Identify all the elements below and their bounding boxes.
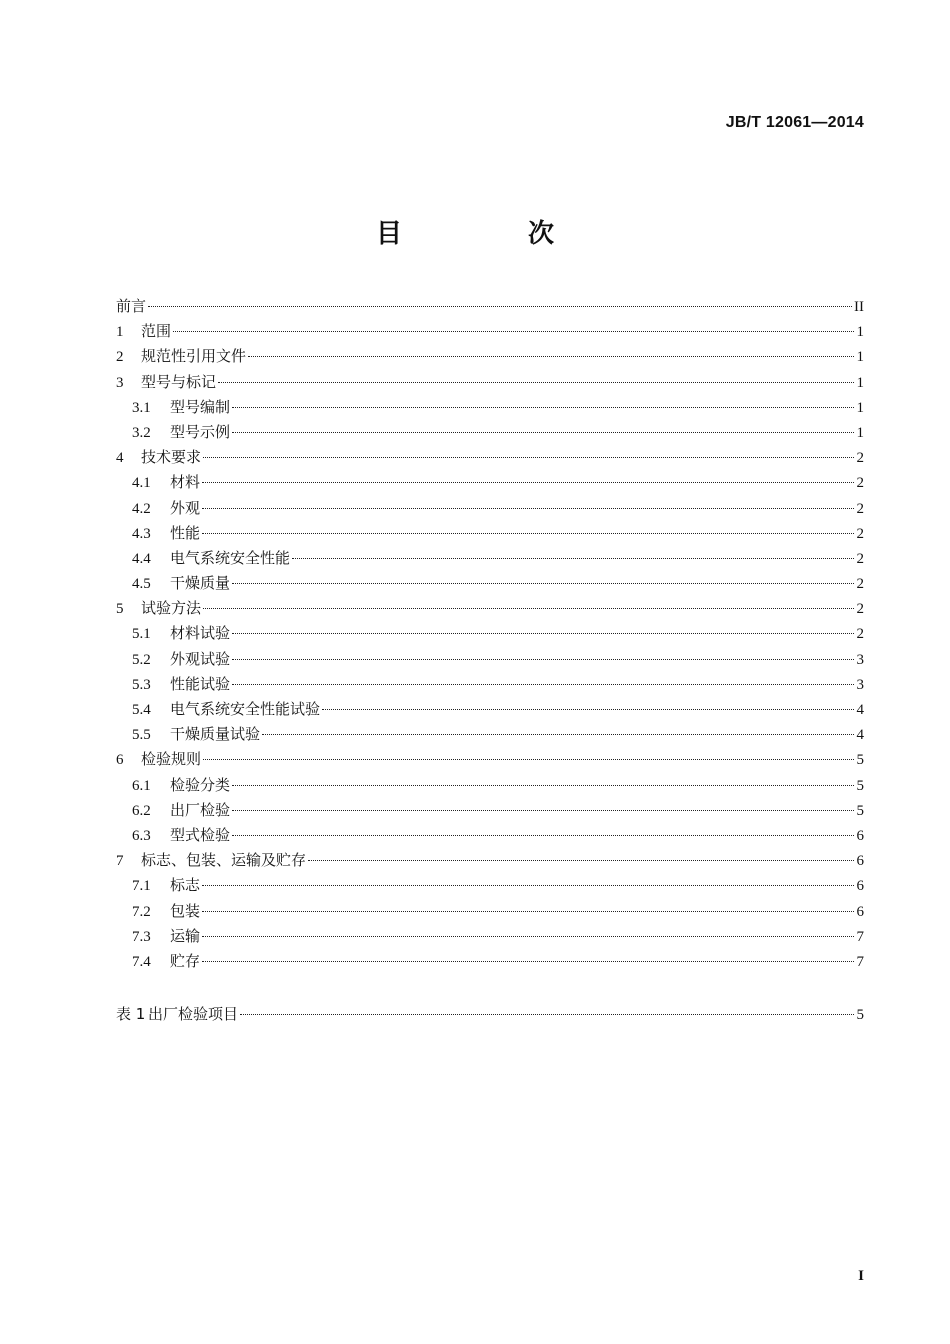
toc-entry-number: 5.5 <box>132 727 151 744</box>
toc-entry[interactable] <box>116 395 864 420</box>
toc-entry[interactable] <box>116 697 864 722</box>
dot-leader <box>202 936 854 937</box>
toc-title: 目 次 <box>375 219 604 249</box>
toc-entry-number: 3 <box>116 374 124 391</box>
toc-entry-number: 5 <box>116 601 124 618</box>
toc-entry-page: 5 <box>856 777 864 794</box>
toc-entry-title: 标志 <box>170 876 201 895</box>
toc-entry[interactable] <box>116 924 864 949</box>
toc-entry-title: 出厂检验项目 <box>148 1005 239 1024</box>
toc-entry-title: 前言 <box>116 297 147 315</box>
dot-leader <box>218 382 854 383</box>
dot-leader <box>173 331 854 332</box>
toc-entry-title: 标志、包装、运输及贮存 <box>141 851 307 870</box>
toc-entry[interactable] <box>116 773 864 798</box>
toc-entry-number: 1 <box>116 324 124 341</box>
toc-entry-number: 7.2 <box>132 903 151 920</box>
dot-leader <box>203 608 854 609</box>
toc-entry-title: 出厂检验 <box>170 800 231 819</box>
toc-entry-title: 试验方法 <box>141 599 202 618</box>
dot-leader <box>202 885 854 886</box>
toc-entry[interactable] <box>116 798 864 823</box>
toc-entry[interactable] <box>116 848 864 873</box>
toc-entry-page: 5 <box>856 752 864 769</box>
toc-entry-number: 3.1 <box>132 399 151 416</box>
dot-leader <box>202 482 854 483</box>
toc-entry[interactable] <box>116 370 864 395</box>
toc-entry-number: 4.3 <box>132 525 151 542</box>
toc-entry-page: 5 <box>856 802 864 819</box>
dot-leader <box>322 709 854 710</box>
dot-leader <box>232 810 854 811</box>
toc-entry-title: 规范性引用文件 <box>141 347 247 366</box>
toc-entry-title: 材料 <box>170 473 201 492</box>
toc-entry[interactable] <box>116 873 864 898</box>
toc-entry[interactable] <box>116 445 864 470</box>
dot-leader <box>202 508 854 509</box>
toc-entry[interactable] <box>116 949 864 974</box>
toc-entry-title: 性能试验 <box>170 674 231 693</box>
dot-leader <box>232 432 854 433</box>
toc-entry-title: 干燥质量试验 <box>170 725 261 744</box>
toc-entry-number: 7 <box>116 853 124 870</box>
toc-entry-number: 5.4 <box>132 702 151 718</box>
dot-leader <box>262 734 854 735</box>
toc-entry-title: 型号与标记 <box>141 372 217 391</box>
dot-leader <box>240 1014 854 1015</box>
toc-entry-page: 5 <box>856 1007 864 1024</box>
toc-entry-number: 6.1 <box>132 777 151 794</box>
toc-entry-page: 4 <box>856 702 864 718</box>
toc-entry-number: 5.2 <box>132 651 151 668</box>
toc-entry-title: 外观 <box>170 498 201 517</box>
toc-entry-page: 2 <box>856 500 864 517</box>
dot-leader <box>292 558 854 559</box>
dot-leader <box>232 684 854 685</box>
toc-entry[interactable] <box>116 344 864 369</box>
toc-entry-title: 范围 <box>141 322 172 341</box>
toc-entry-number: 7.1 <box>132 878 151 895</box>
dot-leader <box>232 407 854 408</box>
toc-entry-number: 4.4 <box>132 550 151 567</box>
toc-entry[interactable] <box>116 823 864 848</box>
toc-entry[interactable] <box>116 647 864 672</box>
toc-entry[interactable] <box>116 672 864 697</box>
toc-entry[interactable] <box>116 1002 864 1027</box>
toc-entry-number: 4.2 <box>132 500 151 517</box>
toc-entry-number: 4.5 <box>132 576 151 593</box>
dot-leader <box>232 785 854 786</box>
toc-entry[interactable] <box>116 521 864 546</box>
toc-entry[interactable] <box>116 596 864 621</box>
toc-entry-number: 6 <box>116 752 124 769</box>
toc-entry[interactable] <box>116 546 864 571</box>
toc-entry-page: 4 <box>856 727 864 744</box>
toc-entry-title: 电气系统安全性能 <box>170 548 291 567</box>
toc-entry-page: 6 <box>856 827 864 844</box>
dot-leader <box>202 533 854 534</box>
toc-entry-title: 技术要求 <box>141 448 202 467</box>
toc-entry-page: 6 <box>856 853 864 870</box>
dot-leader <box>308 860 854 861</box>
toc-entry-title: 外观试验 <box>170 649 231 668</box>
toc-entry-page: 1 <box>856 324 864 341</box>
toc-entry-page: II <box>854 299 864 315</box>
dot-leader <box>203 457 854 458</box>
toc-entry-number: 6.2 <box>132 802 151 819</box>
toc-entry-page: 2 <box>856 450 864 467</box>
toc-entry-page: 1 <box>856 349 864 366</box>
toc-entry-page: 2 <box>856 626 864 643</box>
toc-entry-number: 2 <box>116 349 124 366</box>
toc-entry-page: 7 <box>856 928 864 945</box>
toc-entry-page: 1 <box>856 399 864 416</box>
toc-entry-page: 6 <box>856 878 864 895</box>
toc-entry-page: 1 <box>856 424 864 441</box>
toc-entry-title: 干燥质量 <box>170 574 231 593</box>
toc-entry-number: 4.1 <box>132 475 151 492</box>
document-code: JB/T 12061—2014 <box>725 114 864 131</box>
toc-entry-title: 检验规则 <box>141 750 202 769</box>
dot-leader <box>248 356 854 357</box>
toc-entry-number: 5.3 <box>132 676 151 693</box>
toc-entry-title: 型号编制 <box>170 397 231 416</box>
dot-leader <box>203 759 854 760</box>
toc-entry[interactable] <box>116 621 864 646</box>
toc-entry-number: 5.1 <box>132 626 151 643</box>
toc-entry[interactable] <box>116 319 864 344</box>
table-of-contents <box>116 294 864 1027</box>
toc-entry-page: 2 <box>856 475 864 492</box>
toc-entry[interactable] <box>116 571 864 596</box>
dot-leader <box>232 835 854 836</box>
toc-entry-title: 材料试验 <box>170 624 231 643</box>
toc-entry-title: 包装 <box>170 901 201 920</box>
toc-entry-page: 1 <box>856 374 864 391</box>
toc-entry[interactable] <box>116 899 864 924</box>
toc-entry-title: 电气系统安全性能试验 <box>170 700 321 718</box>
toc-entry-title: 贮存 <box>170 951 201 970</box>
dot-leader <box>232 583 854 584</box>
toc-entry[interactable] <box>116 420 864 445</box>
dot-leader <box>202 961 854 962</box>
toc-entry-number: 3.2 <box>132 424 151 441</box>
toc-entry-page: 2 <box>856 550 864 567</box>
toc-entry-title: 型号示例 <box>170 422 231 441</box>
toc-entry-page: 2 <box>856 601 864 618</box>
toc-entry[interactable] <box>116 294 864 319</box>
toc-entry-page: 3 <box>856 676 864 693</box>
dot-leader <box>148 306 852 307</box>
toc-entry-page: 2 <box>856 576 864 593</box>
toc-entry-title: 性能 <box>170 523 201 542</box>
dot-leader <box>232 633 854 634</box>
toc-entry-title: 运输 <box>170 926 201 945</box>
toc-entry-title: 检验分类 <box>170 775 231 794</box>
dot-leader <box>232 659 854 660</box>
toc-entry-number: 7.4 <box>132 953 151 970</box>
toc-entry-page: 2 <box>856 525 864 542</box>
page-number: I <box>858 1268 864 1284</box>
toc-entry-number: 4 <box>116 450 124 467</box>
toc-entry[interactable] <box>116 470 864 495</box>
toc-entry-page: 7 <box>856 953 864 970</box>
toc-entry-page: 3 <box>856 651 864 668</box>
toc-entry[interactable] <box>116 496 864 521</box>
toc-entry-number: 7.3 <box>132 928 151 945</box>
toc-entry-title: 型式检验 <box>170 825 231 844</box>
toc-entry-number: 6.3 <box>132 827 151 844</box>
toc-entry-page: 6 <box>856 903 864 920</box>
toc-entry[interactable] <box>116 722 864 747</box>
toc-entry[interactable] <box>116 747 864 772</box>
toc-entry-number: 表 1 <box>116 1005 146 1024</box>
dot-leader <box>202 911 854 912</box>
